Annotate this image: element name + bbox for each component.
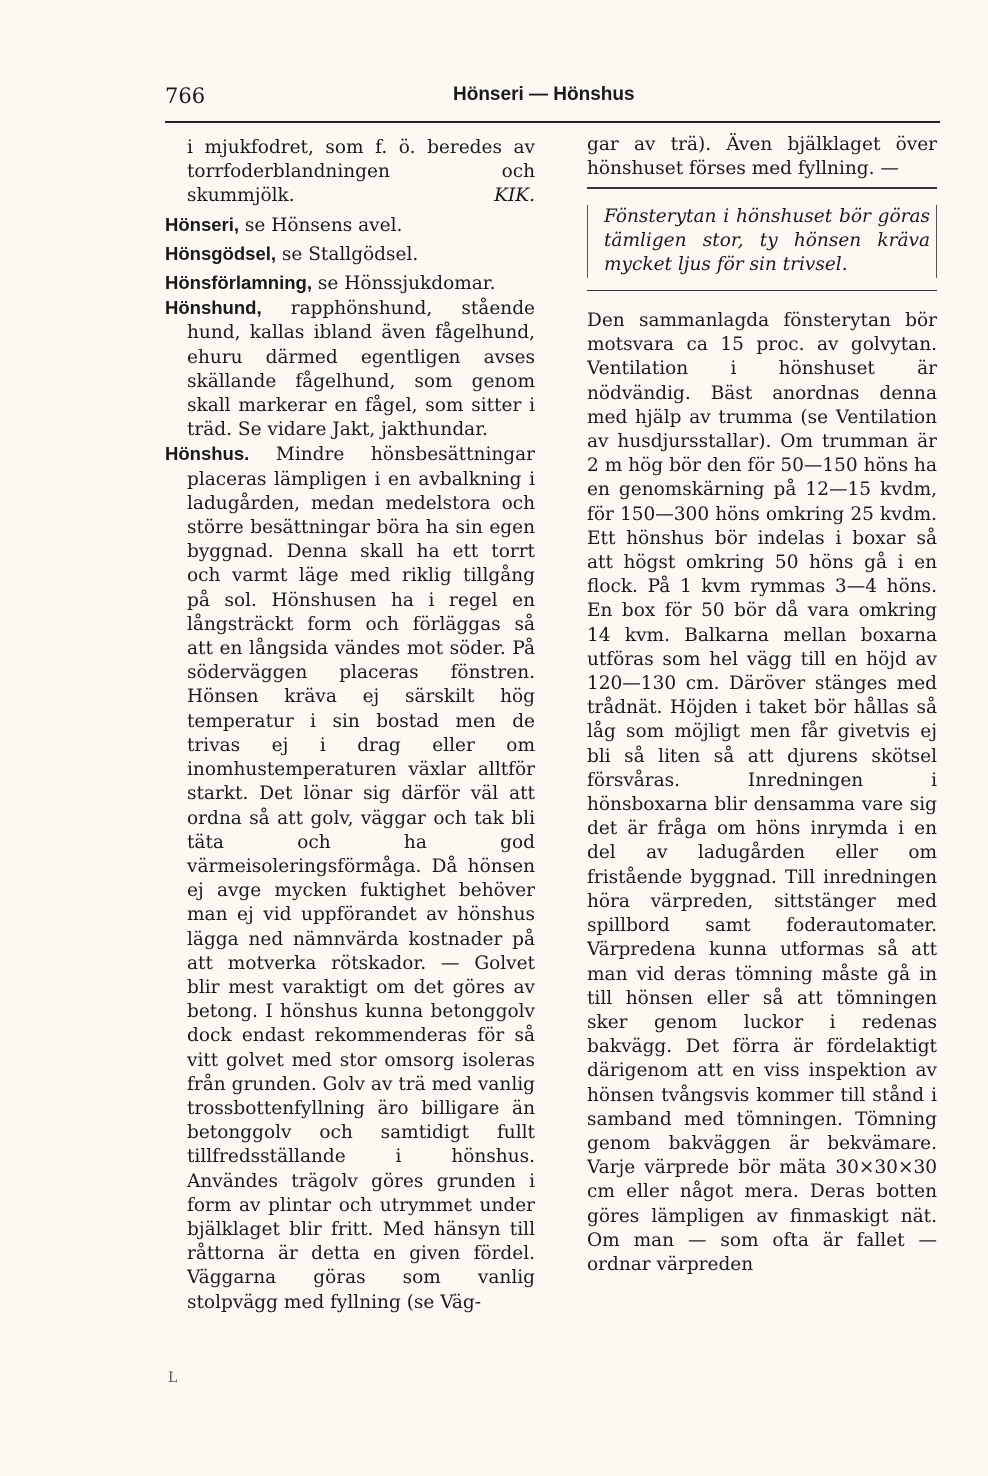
callout-box: [587, 205, 937, 278]
entry-honsforlamning: [165, 271, 535, 296]
right-column: [587, 133, 937, 1277]
entry-text: rapphönshund, stående hund, kallas ibland även fågelhund, ehuru därmed egentligen avses skällande fågelhund, som genom skall markerar en fågel, som sitter i träd. Se vidare Jakt, jakthundar.: [187, 298, 535, 441]
entry-term: Hönsgödsel,: [165, 242, 277, 264]
left-column: [165, 136, 535, 1315]
page-header: [165, 84, 940, 114]
running-title: Hönseri — Hönshus: [453, 84, 635, 105]
entry-text: Mindre hönsbesättningar placeras lämpligen i en avbalkning i ladugården, medan medelstora och större besättningar böra ha sin egen byggnad. Denna skall ha ett torrt och varmt läge med riklig tillgång på sol. Hönshusen ha i regel en långsträckt form och förläggas så att en långsida vändes mot söder. På söderväggen placeras fönstren. Hönsen kräva ej särskilt hög temperatur i sin bostad men de trivas ej i drag eller om inomhustemperaturen växlar alltför starkt. Det lönar sig därför väl att ordna så att golv, väggar och tak bli täta och ha god värmeisoleringsförmåga. Då hönsen ej avge mycken fuktighet behöver man ej vid uppförandet av hönshus lägga ned nämnvärda kostnader på att motverka rötskador. — Golvet blir mest varaktigt om det göres av betong. I hönshus kunna betonggolv dock endast rekommenderas för så vitt golvet med stor omsorg isoleras från grunden. Golv av trä med vanlig trossbottenfyllning äro billigare än betonggolv och samtidigt fullt tillfredsställande i hönshus. Användes trägolv göres grunden i form av plintar och utrymmet under bjälklaget blir fritt. Med hänsyn till råttorna är detta en given fördel. Väggarna göras som vanlig stolpvägg med fyllning (se Väg-: [187, 444, 535, 1313]
entry-text: se Hönssjukdomar.: [311, 273, 496, 295]
entry-text: se Stallgödsel.: [276, 243, 419, 265]
entry-honsgodsel: [165, 242, 535, 267]
continuation-text: i mjukfodret, som f. ö. beredes av torrfoderblandningen och skummjölk.: [187, 137, 535, 207]
entry-term: Hönshund,: [165, 297, 262, 319]
entry-honseri: [165, 213, 535, 238]
footer-mark: L: [168, 1370, 178, 1386]
entry-text: se Hönsens avel.: [239, 214, 403, 236]
entry-term: Hönseri,: [165, 213, 240, 235]
right-body: Den sammanlagda fönsterytan bör motsvara ca 15 proc. av golvytan. Ventilation i hönshuset är nödvändig. Bäst anordnas denna med hjälp av trumma (se Ventilation av husdjursstallar). Om trumman är 2 m hög bör den för 50—150 höns ha en genomskärning på 12—15 kvdm, för 150—300 höns omkring 25 kvdm. Ett hönshus bör indelas i boxar så att högst omkring 50 höns gå i en flock. På 1 kvm rymmas 3—4 höns. En box för 50 bör då vara omkring 14 kvm. Balkarna mellan boxarna utföras som hel vägg till en höjd av 120—130 cm. Däröver stänges med trådnät. Höjden i taket bör hållas så låg som möjligt men får givetvis ej bli så liten så att djurens skötsel försvåras. Inredningen i hönsboxarna blir densamma vare sig det är fråga om höns inrymda i en del av ladugården eller om fristående byggnad. Till inredningen höra värpreden, sittstänger med spillbord samt foderautomater. Värpredena kunna utformas så att man vid deras tömning måste gå in till hönsen eller så att tömningen sker genom luckor i redenas bakvägg. Det förra är fördelaktigt därigenom att en viss inspektion av hönsen tvångsvis kommer till stånd i samband med tömningen. Tömning genom bakväggen är bekvämare. Varje värprede bör mäta 30×30×30 cm eller något mera. Deras botten göres lämpligen av finmaskigt nät. Om man — som ofta är fallet — ordnar värpreden: [587, 310, 937, 1275]
entry-term: Hönsförlamning,: [165, 272, 312, 294]
continuation-paragraph: [165, 136, 535, 209]
entry-honshund: [165, 296, 535, 442]
author-signature: KIK.: [494, 185, 535, 207]
callout-text: Fönsterytan i hönshuset bör göras tämligen stor, ty hönsen kräva mycket ljus för sin trivsel.: [604, 205, 930, 276]
right-continuation: gar av trä). Även bjälklaget över hönshuset förses med fyllning. —: [587, 134, 937, 180]
page-number: 766: [165, 84, 206, 108]
callout-bottom-rule: [587, 290, 937, 292]
header-rule: [165, 121, 940, 123]
callout-top-rule: [587, 187, 937, 189]
entry-honshus: [165, 442, 535, 1314]
entry-term: Hönshus.: [165, 443, 250, 465]
